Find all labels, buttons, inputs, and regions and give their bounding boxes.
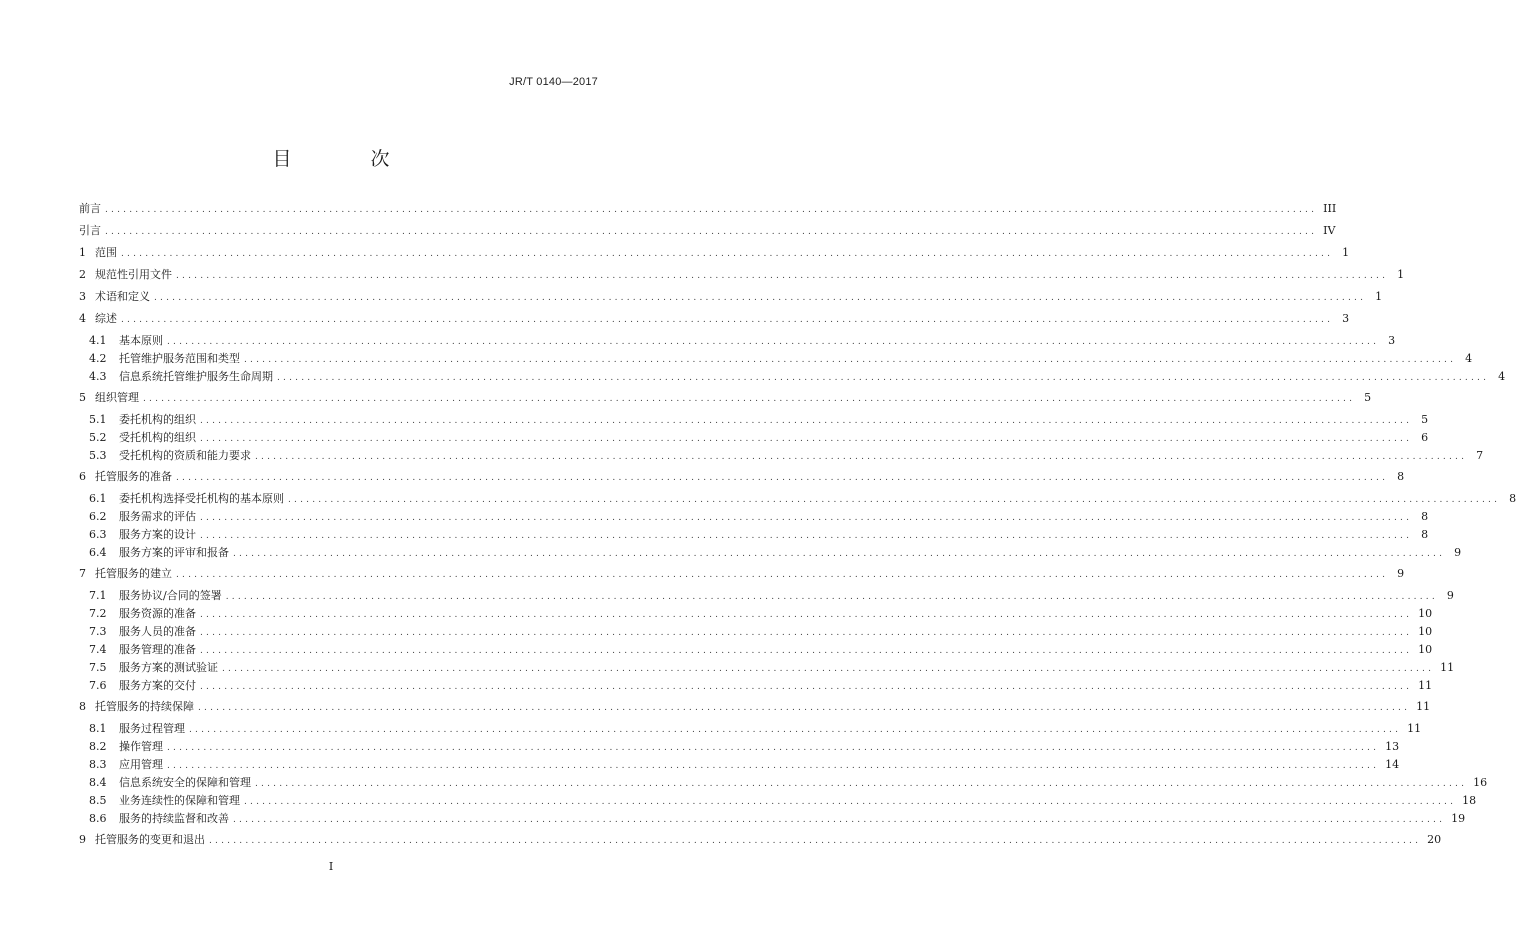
toc-entry-label: 委托机构选择受托机构的基本原则 <box>119 492 284 505</box>
toc-entry-number: 8.3 <box>89 758 107 771</box>
toc-entry-label: 服务方案的评审和报备 <box>119 546 229 559</box>
toc-entry-page: 7 <box>1476 449 1484 462</box>
toc-entry[interactable] <box>79 310 1350 328</box>
toc-entry-number: 5 <box>79 391 86 404</box>
toc-entry-page: 1 <box>1397 268 1405 281</box>
toc-entry-page: 9 <box>1446 589 1454 602</box>
toc-entry-page: 9 <box>1454 546 1462 559</box>
toc-entry-page: 8 <box>1509 492 1516 505</box>
dot-leader: ........................................................................................................................................................................................................ <box>105 205 1318 215</box>
toc-entry-label: 信息系统托管维护服务生命周期 <box>119 370 273 383</box>
dot-leader: ........................................................................................................................................................................................................ <box>200 416 1413 426</box>
dot-leader: ........................................................................................................................................................................................................ <box>167 761 1380 771</box>
toc-entry-label: 服务方案的交付 <box>119 679 196 692</box>
toc-entry-page: III <box>1323 202 1337 215</box>
toc-entry[interactable] <box>79 774 1488 792</box>
toc-entry-label: 术语和定义 <box>95 290 150 303</box>
toc-entry-number: 7.2 <box>89 607 107 620</box>
dot-leader: ........................................................................................................................................................................................................ <box>200 531 1413 541</box>
toc-entry-label: 服务的持续监督和改善 <box>119 812 229 825</box>
toc-entry-label: 托管维护服务范围和类型 <box>119 352 240 365</box>
dot-leader: ........................................................................................................................................................................................................ <box>121 249 1334 259</box>
dot-leader: ........................................................................................................................................................................................................ <box>222 664 1435 674</box>
toc-entry-page: 11 <box>1416 700 1431 713</box>
toc-entry-label: 受托机构的组织 <box>119 431 196 444</box>
toc-entry[interactable] <box>79 677 1433 695</box>
toc-entry-page: 4 <box>1465 352 1473 365</box>
toc-entry-number: 5.1 <box>89 413 107 426</box>
toc-entry-number: 8.5 <box>89 794 107 807</box>
dot-leader: ........................................................................................................................................................................................................ <box>189 725 1402 735</box>
toc-entry[interactable] <box>79 244 1350 262</box>
toc-entry[interactable] <box>79 831 1442 849</box>
toc-entry-number: 4.1 <box>89 334 107 347</box>
toc-entry-page: 3 <box>1342 312 1350 325</box>
toc-entry-label: 服务方案的测试验证 <box>119 661 218 674</box>
toc-entry-label: 综述 <box>95 312 117 325</box>
toc-entry-number: 6.2 <box>89 510 107 523</box>
toc-entry[interactable] <box>79 508 1429 526</box>
table-of-contents <box>79 200 1516 853</box>
toc-entry[interactable] <box>79 411 1429 429</box>
toc-entry-number: 6 <box>79 470 86 483</box>
toc-entry-number: 7.4 <box>89 643 107 656</box>
toc-entry[interactable] <box>79 659 1455 677</box>
dot-leader: ........................................................................................................................................................................................................ <box>244 355 1457 365</box>
toc-entry-number: 7.6 <box>89 679 107 692</box>
toc-entry-page: 16 <box>1473 776 1488 789</box>
toc-entry-page: 3 <box>1388 334 1396 347</box>
toc-entry-page: 18 <box>1462 794 1477 807</box>
toc-entry[interactable] <box>79 544 1462 562</box>
toc-entry[interactable] <box>79 389 1372 407</box>
toc-entry-page: 9 <box>1397 567 1405 580</box>
toc-entry-label: 服务管理的准备 <box>119 643 196 656</box>
dot-leader: ........................................................................................................................................................................................................ <box>176 570 1389 580</box>
dot-leader: ........................................................................................................................................................................................................ <box>200 628 1413 638</box>
toc-entry[interactable] <box>79 429 1429 447</box>
toc-entry-page: 10 <box>1418 625 1433 638</box>
dot-leader: ........................................................................................................................................................................................................ <box>176 271 1389 281</box>
toc-entry[interactable] <box>79 810 1466 828</box>
toc-entry-page: 11 <box>1407 722 1422 735</box>
toc-entry-number: 8.6 <box>89 812 107 825</box>
toc-entry[interactable] <box>79 222 1336 240</box>
dot-leader: ........................................................................................................................................................................................................ <box>198 703 1411 713</box>
toc-entry-label: 托管服务的持续保障 <box>95 700 194 713</box>
toc-entry-label: 引言 <box>79 224 101 237</box>
toc-entry-number: 8.2 <box>89 740 107 753</box>
toc-entry-number: 1 <box>79 246 86 259</box>
toc-entry-label: 托管服务的准备 <box>95 470 172 483</box>
toc-entry-label: 委托机构的组织 <box>119 413 196 426</box>
toc-entry-number: 7.5 <box>89 661 107 674</box>
toc-entry-page: 8 <box>1421 528 1429 541</box>
toc-entry[interactable] <box>79 623 1433 641</box>
toc-entry-label: 托管服务的变更和退出 <box>95 833 205 846</box>
toc-entry-number: 7 <box>79 567 86 580</box>
toc-entry[interactable] <box>79 200 1337 218</box>
toc-entry[interactable] <box>79 756 1400 774</box>
toc-entry-page: 1 <box>1375 290 1383 303</box>
toc-entry-label: 业务连续性的保障和管理 <box>119 794 240 807</box>
toc-entry-page: 8 <box>1397 470 1405 483</box>
toc-entry-page: 11 <box>1440 661 1455 674</box>
toc-entry[interactable] <box>79 288 1383 306</box>
dot-leader: ........................................................................................................................................................................................................ <box>200 646 1413 656</box>
dot-leader: ........................................................................................................................................................................................................ <box>288 495 1501 505</box>
toc-entry-number: 4.3 <box>89 370 107 383</box>
toc-entry-label: 服务方案的设计 <box>119 528 196 541</box>
toc-entry-page: 20 <box>1427 833 1442 846</box>
toc-entry-number: 4.2 <box>89 352 107 365</box>
toc-entry-label: 基本原则 <box>119 334 163 347</box>
dot-leader: ........................................................................................................................................................................................................ <box>209 836 1422 846</box>
toc-entry-number: 5.3 <box>89 449 107 462</box>
toc-entry-number: 4 <box>79 312 86 325</box>
toc-entry-number: 2 <box>79 268 86 281</box>
dot-leader: ........................................................................................................................................................................................................ <box>244 797 1457 807</box>
toc-entry-label: 操作管理 <box>119 740 163 753</box>
toc-entry-number: 6.4 <box>89 546 107 559</box>
toc-entry-page: 10 <box>1418 607 1433 620</box>
toc-entry-label: 服务资源的准备 <box>119 607 196 620</box>
dot-leader: ........................................................................................................................................................................................................ <box>200 513 1413 523</box>
toc-entry-label: 服务人员的准备 <box>119 625 196 638</box>
toc-entry-page: 1 <box>1342 246 1350 259</box>
toc-entry[interactable] <box>79 698 1431 716</box>
toc-entry-number: 5.2 <box>89 431 107 444</box>
toc-entry[interactable] <box>79 792 1477 810</box>
toc-entry-page: 4 <box>1498 370 1506 383</box>
dot-leader: ........................................................................................................................................................................................................ <box>233 815 1446 825</box>
page-title: 目 次 <box>272 148 420 170</box>
dot-leader: ........................................................................................................................................................................................................ <box>255 779 1468 789</box>
dot-leader: ........................................................................................................................................................................................................ <box>277 373 1490 383</box>
dot-leader: ........................................................................................................................................................................................................ <box>255 452 1468 462</box>
toc-entry-label: 服务需求的评估 <box>119 510 196 523</box>
toc-entry[interactable] <box>79 350 1473 368</box>
toc-entry-page: 13 <box>1385 740 1400 753</box>
toc-entry-label: 服务协议/合同的签署 <box>119 589 222 602</box>
toc-entry-number: 8 <box>79 700 86 713</box>
toc-entry-page: 5 <box>1364 391 1372 404</box>
toc-entry-number: 8.4 <box>89 776 107 789</box>
dot-leader: ........................................................................................................................................................................................................ <box>233 549 1446 559</box>
toc-entry-page: IV <box>1323 224 1336 237</box>
dot-leader: ........................................................................................................................................................................................................ <box>200 434 1413 444</box>
toc-entry[interactable] <box>79 605 1433 623</box>
standard-code-header: JR/T 0140—2017 <box>509 76 598 88</box>
toc-entry-label: 规范性引用文件 <box>95 268 172 281</box>
dot-leader: ........................................................................................................................................................................................................ <box>225 592 1438 602</box>
toc-entry[interactable] <box>79 468 1405 486</box>
toc-entry-page: 8 <box>1421 510 1429 523</box>
toc-entry[interactable] <box>79 526 1429 544</box>
dot-leader: ........................................................................................................................................................................................................ <box>154 293 1367 303</box>
toc-entry-label: 服务过程管理 <box>119 722 185 735</box>
toc-entry-label: 前言 <box>79 202 101 215</box>
toc-entry-label: 受托机构的资质和能力要求 <box>119 449 251 462</box>
page-number-footer: I <box>328 860 334 873</box>
toc-entry-label: 应用管理 <box>119 758 163 771</box>
toc-entry[interactable] <box>79 368 1506 386</box>
dot-leader: ........................................................................................................................................................................................................ <box>105 227 1318 237</box>
dot-leader: ........................................................................................................................................................................................................ <box>167 337 1380 347</box>
toc-entry-page: 6 <box>1421 431 1429 444</box>
toc-entry-number: 7.1 <box>89 589 107 602</box>
toc-entry[interactable] <box>79 587 1454 605</box>
toc-entry-label: 托管服务的建立 <box>95 567 172 580</box>
dot-leader: ........................................................................................................................................................................................................ <box>167 743 1380 753</box>
toc-entry-page: 19 <box>1451 812 1466 825</box>
dot-leader: ........................................................................................................................................................................................................ <box>176 473 1389 483</box>
toc-entry-number: 9 <box>79 833 86 846</box>
toc-entry-number: 3 <box>79 290 86 303</box>
dot-leader: ........................................................................................................................................................................................................ <box>143 394 1356 404</box>
toc-entry[interactable] <box>79 720 1422 738</box>
dot-leader: ........................................................................................................................................................................................................ <box>200 682 1413 692</box>
toc-entry-page: 10 <box>1418 643 1433 656</box>
toc-entry[interactable] <box>79 332 1396 350</box>
dot-leader: ........................................................................................................................................................................................................ <box>121 315 1334 325</box>
toc-entry-label: 范围 <box>95 246 117 259</box>
toc-entry[interactable] <box>79 641 1433 659</box>
toc-entry-page: 11 <box>1418 679 1433 692</box>
toc-entry[interactable] <box>79 490 1516 508</box>
toc-entry-label: 信息系统安全的保障和管理 <box>119 776 251 789</box>
toc-entry-number: 8.1 <box>89 722 107 735</box>
dot-leader: ........................................................................................................................................................................................................ <box>200 610 1413 620</box>
toc-entry[interactable] <box>79 565 1405 583</box>
toc-entry-page: 14 <box>1385 758 1400 771</box>
toc-entry-number: 6.1 <box>89 492 107 505</box>
toc-entry[interactable] <box>79 447 1484 465</box>
toc-entry-label: 组织管理 <box>95 391 139 404</box>
toc-entry-number: 7.3 <box>89 625 107 638</box>
toc-entry[interactable] <box>79 266 1405 284</box>
toc-entry-number: 6.3 <box>89 528 107 541</box>
toc-entry-page: 5 <box>1421 413 1429 426</box>
toc-entry[interactable] <box>79 738 1400 756</box>
